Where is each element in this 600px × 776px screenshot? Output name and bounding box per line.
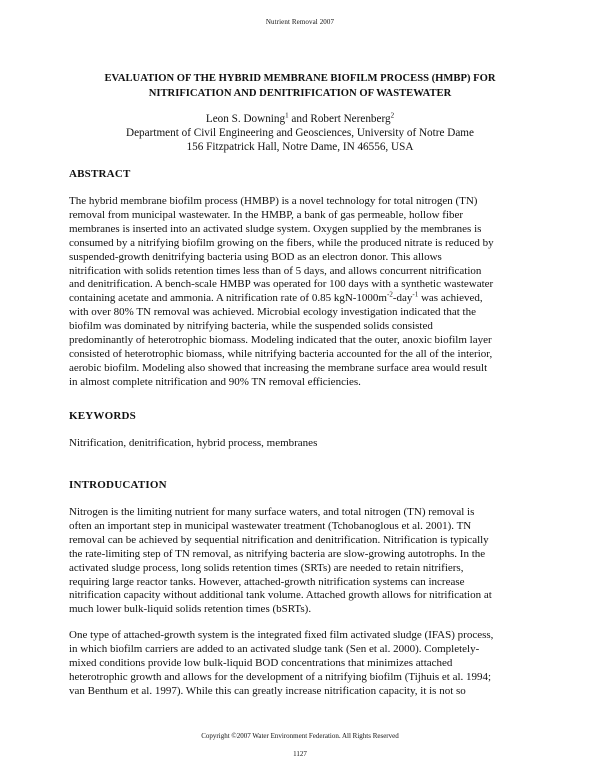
abstract-line: removal from municipal wastewater. In the HMBP, a bank of gas permeable, hollow fiber	[69, 208, 464, 221]
title-line: EVALUATION OF THE HYBRID MEMBRANE BIOFILM PROCESS (HMBP) FOR	[104, 73, 496, 84]
abstract-line: in almost complete nitrification and 90% TN removal efficiencies.	[69, 375, 361, 388]
abstract-line: consisted of heterotrophic biomass, while nitrifying bacteria accounted for the all of the interior,	[69, 347, 493, 360]
body-line: much lower bulk-liquid solids retention times (bSRTs).	[69, 603, 312, 616]
body-line: removal can be achieved by sequential nitrification and denitrification. Nitrification is typically	[69, 533, 489, 546]
author-block	[0, 112, 600, 154]
body-line: Nitrogen is the limiting nutrient for many surface waters, and total nitrogen (TN) removal is	[69, 506, 475, 518]
author-affiliation-mark: 1	[285, 111, 289, 120]
introduction-paragraph	[69, 629, 535, 699]
abstract-line: aerobic biofilm. Modeling also showed that increasing the membrane surface area would result	[69, 361, 488, 374]
author-affiliation-mark: 2	[390, 111, 395, 120]
affiliation-line: Department of Civil Engineering and Geosciences, University of Notre Dame	[126, 127, 474, 139]
abstract-text: was achieved,	[418, 292, 483, 305]
body-line: requiring large reactor tanks. However, attached-growth nitrification systems can increase	[69, 575, 465, 588]
body-line: van Benthum et al. 1997). While this can greatly increase nitrification capacity, it is not so	[69, 684, 466, 697]
abstract-line: predominantly of heterotrophic biomass. Modeling indicated that the outer, anoxic biofilm layer	[69, 334, 492, 347]
copyright-footer: Copyright ©2007 Water Environment Federation. All Rights Reserved	[201, 732, 399, 740]
title-line: NITRIFICATION AND DENITRIFICATION OF WASTEWATER	[148, 88, 452, 99]
abstract-line: suspended-growth denitrifying bacteria using BOD as an electron donor. This allows	[69, 250, 442, 263]
page-number: 1127	[293, 750, 307, 758]
body-line: activated sludge process, long solids retention times (SRTs) are needed to retain nitrifiers,	[69, 561, 464, 574]
author-conjunction: and	[288, 113, 311, 125]
body-line: in which biofilm carriers are added to an activated sludge tank (Sen et al. 2000). Completely-	[69, 642, 480, 655]
body-line: heterotrophic growth and allows for the development of a nitrifying biofilm (Tijhuis et al. 1994;	[69, 670, 492, 683]
abstract-line: with over 80% TN removal was achieved. Microbial ecology investigation indicated that the	[69, 306, 476, 319]
body-line: One type of attached-growth system is the integrated fixed film activated sludge (IFAS) process,	[69, 629, 494, 641]
abstract-line: and denitrification. A bench-scale HMBP was operated for 100 days with a synthetic wastewater	[69, 278, 494, 291]
abstract-text: containing acetate and ammonia. A nitrification rate of 0.85 kgN-1000m	[69, 292, 387, 305]
unit-exponent: -1	[412, 290, 419, 299]
abstract-line: nitrification with solids retention times less than of 5 days, and allows concurrent nitrification	[69, 264, 482, 277]
abstract-line: consumed by a nitrifying biofilm growing on the fibers, while the produced nitrate is reduced by	[69, 236, 494, 249]
abstract-line: membranes is inserted into an activated sludge system. Oxygen supplied by the membranes is	[69, 222, 482, 235]
body-line: nitrification capacity without additional tank volume. Attached growth allows for nitrification at	[69, 589, 492, 602]
unit-exponent: -2	[387, 290, 393, 299]
abstract-line: The hybrid membrane biofilm process (HMBP) is a novel technology for total nitrogen (TN)	[69, 195, 478, 207]
author-name: Robert Nerenberg	[310, 113, 391, 125]
author-line	[0, 112, 600, 126]
abstract-text: -day	[392, 292, 413, 305]
abstract-heading: ABSTRACT	[69, 168, 131, 180]
abstract-line	[69, 292, 535, 306]
running-header: Nutrient Removal 2007	[265, 18, 335, 26]
introduction-heading: INTRODUCATION	[69, 479, 167, 491]
abstract-line: biofilm was dominated by nitrifying bacteria, while the suspended solids consisted	[69, 320, 433, 333]
body-line: the rate-limiting step of TN removal, as nitrifying bacteria are slow-growing autotrophs. In the	[69, 547, 486, 560]
body-line: often an important step in municipal wastewater treatment (Tchobanoglous et al. 2001). TN	[69, 519, 472, 532]
affiliation-address: 156 Fitzpatrick Hall, Notre Dame, IN 46556, USA	[186, 141, 414, 153]
paper-title	[40, 71, 560, 101]
body-line: mixed conditions provide low bulk-liquid BOD concentrations that minimizes attached	[69, 656, 453, 669]
keywords-text: Nitrification, denitrification, hybrid process, membranes	[69, 437, 318, 449]
author-name: Leon S. Downing	[205, 113, 286, 125]
abstract-body	[69, 195, 535, 390]
introduction-paragraph	[69, 506, 535, 617]
keywords-heading: KEYWORDS	[69, 410, 136, 422]
